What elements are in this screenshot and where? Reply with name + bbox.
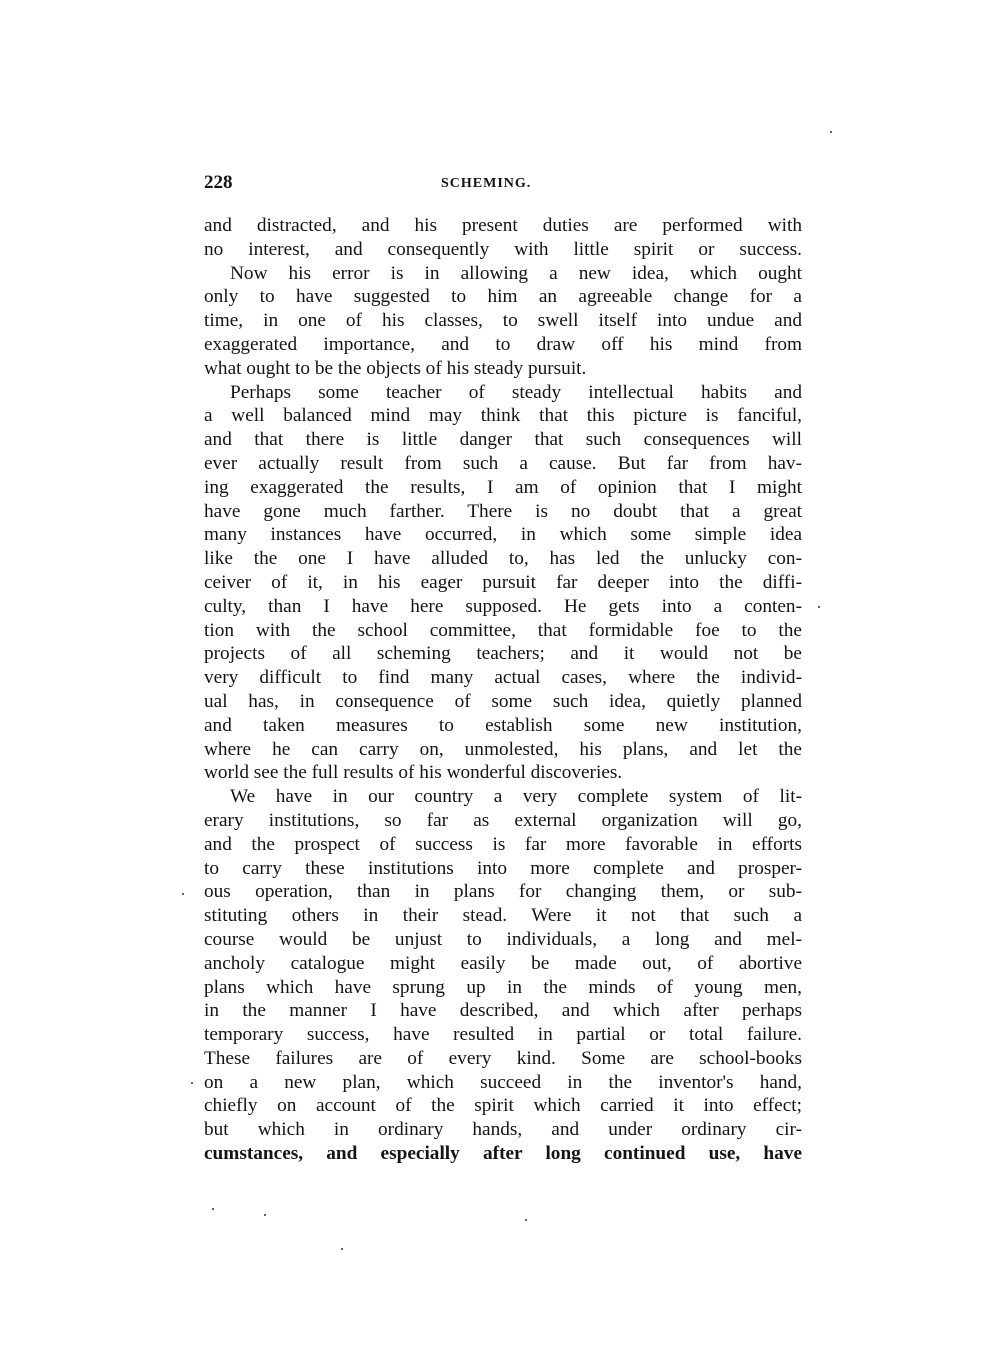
text-line: a well balanced mind may think that this picture is fanciful, [204, 405, 802, 427]
text-line: tion with the school committee, that formidable foe to the [204, 619, 802, 641]
text-line: exaggerated importance, and to draw off his mind from [204, 333, 802, 355]
text-line: time, in one of his classes, to swell itself into undue and [204, 310, 802, 332]
text-line: only to have suggested to him an agreeable change for a [204, 286, 802, 308]
text-line: like the one I have alluded to, has led the unlucky con- [204, 548, 802, 570]
text-line: have gone much farther. There is no doubt that a great [204, 500, 802, 522]
text-line: These failures are of every kind. Some are school-books [204, 1047, 802, 1069]
text-line: ceiver of it, in his eager pursuit far deeper into the diffi- [204, 571, 802, 593]
text-line: We have in our country a very complete system of lit- [230, 786, 802, 808]
text-line: ous operation, than in plans for changing them, or sub- [204, 881, 802, 903]
text-line: Now his error is in allowing a new idea, which ought [230, 262, 802, 284]
page-number: 228 [204, 172, 233, 193]
body-text [204, 214, 802, 1166]
text-line: ual has, in consequence of some such idea, quietly planned [204, 690, 802, 712]
scan-speck [818, 606, 820, 608]
text-line: no interest, and consequently with little spirit or success. [204, 238, 802, 260]
text-line: temporary success, have resulted in partial or total failure. [204, 1024, 802, 1046]
text-line: many instances have occurred, in which some simple idea [204, 524, 802, 546]
text-line: in the manner I have described, and which after perhaps [204, 1000, 802, 1022]
text-line: very difficult to find many actual cases, where the individ- [204, 667, 802, 689]
text-line: ing exaggerated the results, I am of opinion that I might [204, 476, 802, 498]
text-line: but which in ordinary hands, and under ordinary cir- [204, 1119, 802, 1141]
text-line: on a new plan, which succeed in the inventor's hand, [204, 1071, 802, 1093]
text-line: and distracted, and his present duties are performed with [204, 215, 802, 236]
text-line: Perhaps some teacher of steady intellectual habits and [230, 381, 802, 403]
text-line: and taken measures to establish some new institution, [204, 714, 802, 736]
scan-speck [212, 1208, 214, 1210]
scan-speck [341, 1248, 343, 1250]
scan-speck [182, 893, 184, 895]
text-line: and that there is little danger that such consequences will [204, 429, 802, 451]
scan-speck [191, 1082, 193, 1084]
text-line: erary institutions, so far as external organization will go, [204, 809, 802, 831]
text-line: culty, than I have here supposed. He gets into a conten- [204, 595, 802, 617]
text-line: to carry these institutions into more complete and prosper- [204, 857, 802, 879]
text-line: plans which have sprung up in the minds of young men, [204, 976, 802, 998]
text-line: projects of all scheming teachers; and it would not be [204, 643, 802, 665]
scan-speck [830, 131, 832, 133]
text-line: ever actually result from such a cause. But far from hav- [204, 452, 802, 474]
text-line: stituting others in their stead. Were it not that such a [204, 905, 802, 927]
text-line: chiefly on account of the spirit which carried it into effect; [204, 1095, 802, 1117]
text-line: cumstances, and especially after long continued use, have [204, 1143, 802, 1165]
scan-speck [525, 1219, 527, 1221]
text-line: where he can carry on, unmolested, his plans, and let the [204, 738, 802, 760]
running-head: SCHEMING. [441, 176, 532, 191]
text-line: what ought to be the objects of his steady pursuit. [204, 357, 587, 379]
text-line: world see the full results of his wonderful discoveries. [204, 762, 623, 784]
text-line: ancholy catalogue might easily be made out, of abortive [204, 952, 802, 974]
scan-speck [264, 1214, 266, 1216]
text-line: and the prospect of success is far more favorable in efforts [204, 833, 802, 855]
text-line: course would be unjust to individuals, a long and mel- [204, 928, 802, 950]
